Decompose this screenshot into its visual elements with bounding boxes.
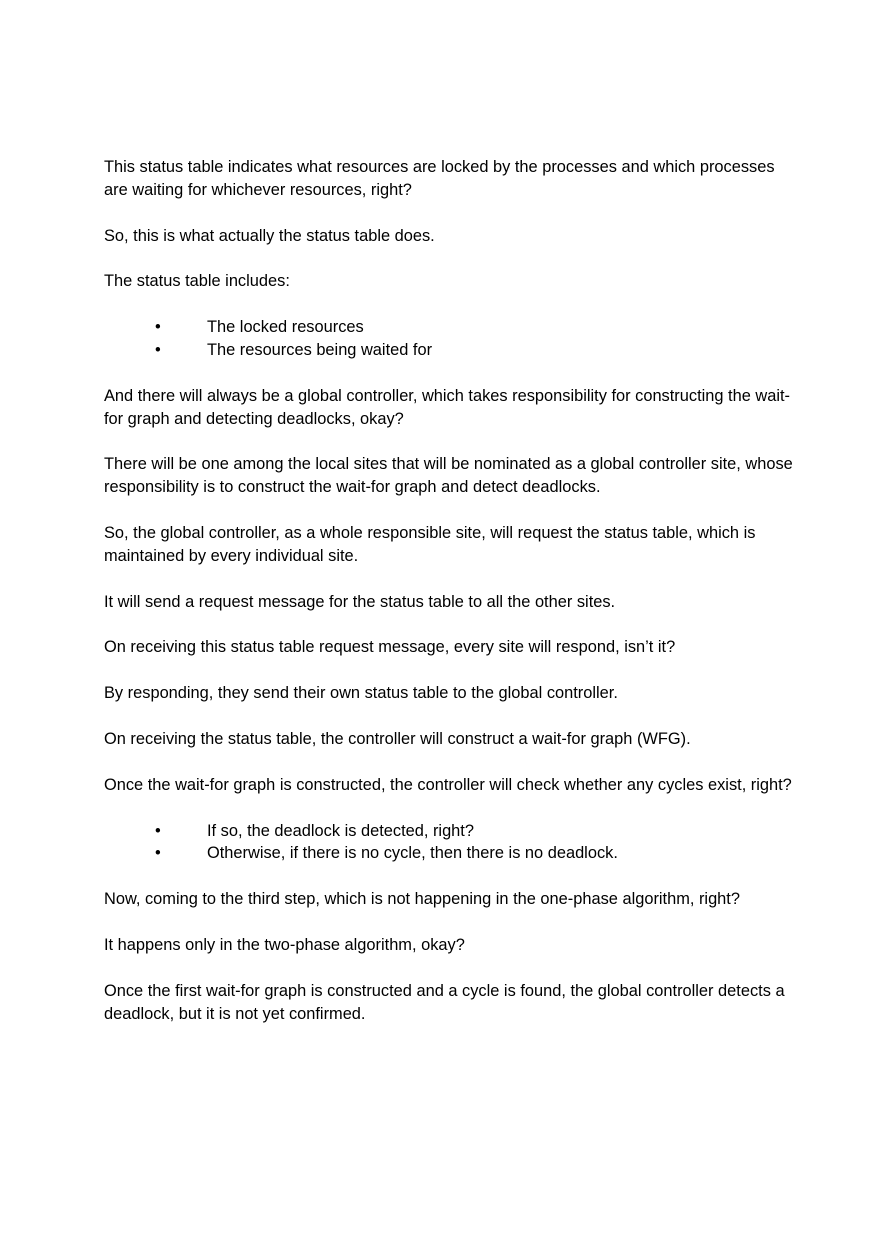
paragraph: It happens only in the two-phase algorithm, okay? [104,935,465,954]
bullet-icon: • [155,340,161,359]
paragraph: It will send a request message for the status table to all the other sites. [104,592,616,611]
bullet-icon: • [155,821,161,840]
paragraph: On receiving the status table, the controller will construct a wait-for graph (WFG). [104,729,691,748]
bullet-list [104,820,794,866]
paragraph: By responding, they send their own status table to the global controller. [104,684,618,703]
paragraph: So, this is what actually the status table does. [104,226,435,245]
list-item [104,316,794,339]
paragraph: There will be one among the local sites that will be nominated as a global controller site, whose responsibility is to construct the wait-for graph and detect deadlocks. [104,455,793,497]
list-item-text: The locked resources [207,318,364,337]
list-item [104,842,794,865]
paragraph: This status table indicates what resources are locked by the processes and which processes are waiting for whichever resources, right? [104,158,775,199]
paragraph: So, the global controller, as a whole responsible site, will request the status table, which is maintained by every individual site. [104,523,756,565]
bullet-icon: • [155,318,161,337]
paragraph: The status table includes: [104,272,290,291]
bullet-list [104,316,794,362]
bullet-icon: • [155,844,161,863]
document-body [104,156,794,1048]
paragraph: Once the first wait-for graph is constructed and a cycle is found, the global controller detects a deadlock, but it is not yet confirmed. [104,981,785,1023]
paragraph: Now, coming to the third step, which is not happening in the one-phase algorithm, right? [104,890,740,909]
list-item-text: If so, the deadlock is detected, right? [207,821,474,840]
list-item-text: The resources being waited for [207,340,433,359]
list-item [104,339,794,362]
paragraph: On receiving this status table request message, every site will respond, isn’t it? [104,638,676,657]
paragraph: Once the wait-for graph is constructed, the controller will check whether any cycles exist, right? [104,775,792,794]
list-item [104,820,794,843]
paragraph: And there will always be a global controller, which takes responsibility for constructing the wait-for graph and detecting deadlocks, okay? [104,386,791,428]
list-item-text: Otherwise, if there is no cycle, then there is no deadlock. [207,844,618,863]
